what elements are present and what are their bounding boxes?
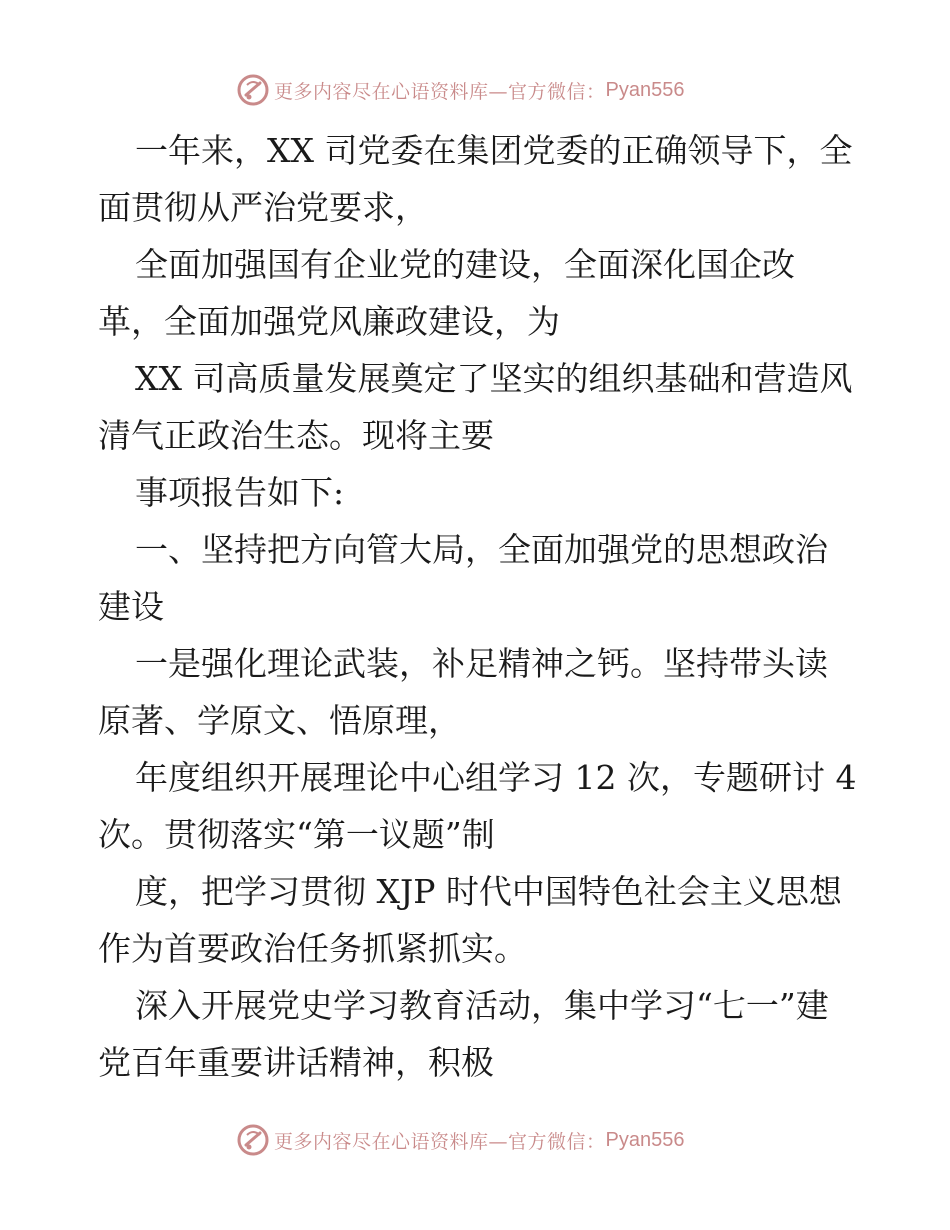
paragraph: 全面加强国有企业党的建设，全面深化国企改革，全面加强党风廉政建设，为 [98, 245, 795, 341]
watermark-text: 更多内容尽在心语资料库—官方微信： [274, 80, 606, 103]
footer-watermark [236, 1122, 684, 1158]
logo-icon [236, 73, 270, 107]
document-body [98, 122, 858, 1091]
header-watermark [236, 72, 684, 108]
paragraph: 深入开展党史学习教育活动，集中学习“七一”建党百年重要讲话精神，积极 [98, 986, 829, 1082]
paragraph: 年度组织开展理论中心组学习 12 次，专题研讨 4 次。贯彻落实“第一议题”制 [98, 758, 857, 854]
watermark-id: Pyan556 [605, 78, 685, 101]
paragraph: 事项报告如下: [135, 473, 345, 512]
paragraph: 度，把学习贯彻 XJP 时代中国特色社会主义思想作为首要政治任务抓紧抓实。 [98, 872, 842, 968]
paragraph: 一年来，XX 司党委在集团党委的正确领导下，全面贯彻从严治党要求， [98, 131, 853, 227]
section-heading: 一、坚持把方向管大局，全面加强党的思想政治建设 [98, 530, 828, 626]
paragraph: XX 司高质量发展奠定了坚实的组织基础和营造风清气正政治生态。现将主要 [98, 359, 853, 455]
logo-icon [236, 1123, 270, 1157]
watermark-text: 更多内容尽在心语资料库—官方微信： [274, 1130, 606, 1153]
watermark-id: Pyan556 [605, 1128, 685, 1151]
paragraph: 一是强化理论武装，补足精神之钙。坚持带头读原著、学原文、悟原理， [98, 644, 828, 740]
